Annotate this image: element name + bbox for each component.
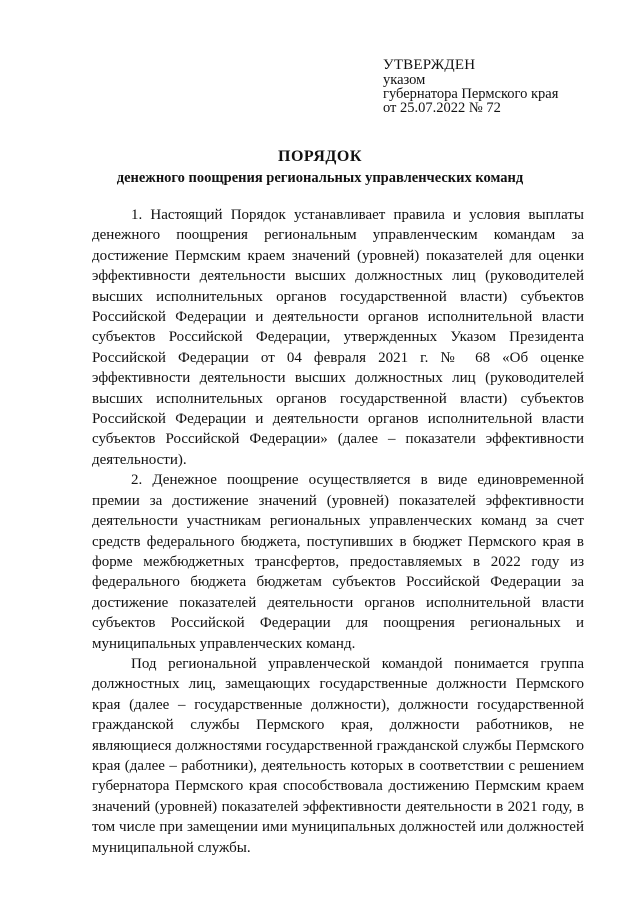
approval-line-decree: указом: [383, 72, 426, 88]
document-title: ПОРЯДОК: [278, 148, 362, 165]
approval-line-date-number: от 25.07.2022 № 72: [383, 100, 501, 116]
document-body: [92, 205, 584, 858]
approval-line-governor: губернатора Пермского края: [383, 86, 559, 102]
paragraph-2: 2. Денежное поощрение осуществляется в виде единовременной премии за достижение значений (уровней) показателей эффективности деятельности участникам региональных управленческих команд за счет средств федерального бюджета, поступивших в бюджет Пермского края в форме межбюджетных трансфертов, предоставляемых в 2022 году из федерального бюджета бюджетам субъектов Российской Федерации за достижение показателей деятельности органов исполнительной власти субъектов Российской Федерации для поощрения региональных и муниципальных управленческих команд.: [92, 472, 584, 652]
document-subtitle: денежного поощрения региональных управленческих команд: [116, 170, 524, 186]
approval-stamp: [383, 58, 623, 115]
approval-heading: УТВЕРЖДЕН: [383, 57, 476, 73]
paragraph-1: 1. Настоящий Порядок устанавливает правила и условия выплаты денежного поощрения региональным управленческим командам за достижение Пермским краем значений (уровней) показателей для оценки эффективности деятельности высших должностных лиц (руководителей высших исполнительных органов государственной власти) субъектов Российской Федерации и деятельности органов исполнительной власти субъектов Российской Федерации, утвержденных Указом Президента Российской Федерации от 04 февраля 2021 г. № 68 «Об оценке эффективности деятельности высших должностных лиц (руководителей высших исполнительных органов государственной власти) субъектов Российской Федерации и деятельности органов исполнительной власти субъектов Российской Федерации» (далее – показатели эффективности деятельности).: [92, 207, 584, 468]
paragraph-3: Под региональной управленческой командой понимается группа должностных лиц, замещающих государственные должности Пермского края (далее – государственные должности), должности государственной гражданской службы Пермского края, должности работников, не являющиеся должностями государственной гражданской службы Пермского края (далее – работники), деятельность которых в соответствии с решением губернатора Пермского края способствовала достижению Пермским краем значений (уровней) показателей эффективности деятельности в 2021 году, в том числе при замещении ими муниципальных должностей или должностей муниципальной службы.: [92, 655, 584, 856]
